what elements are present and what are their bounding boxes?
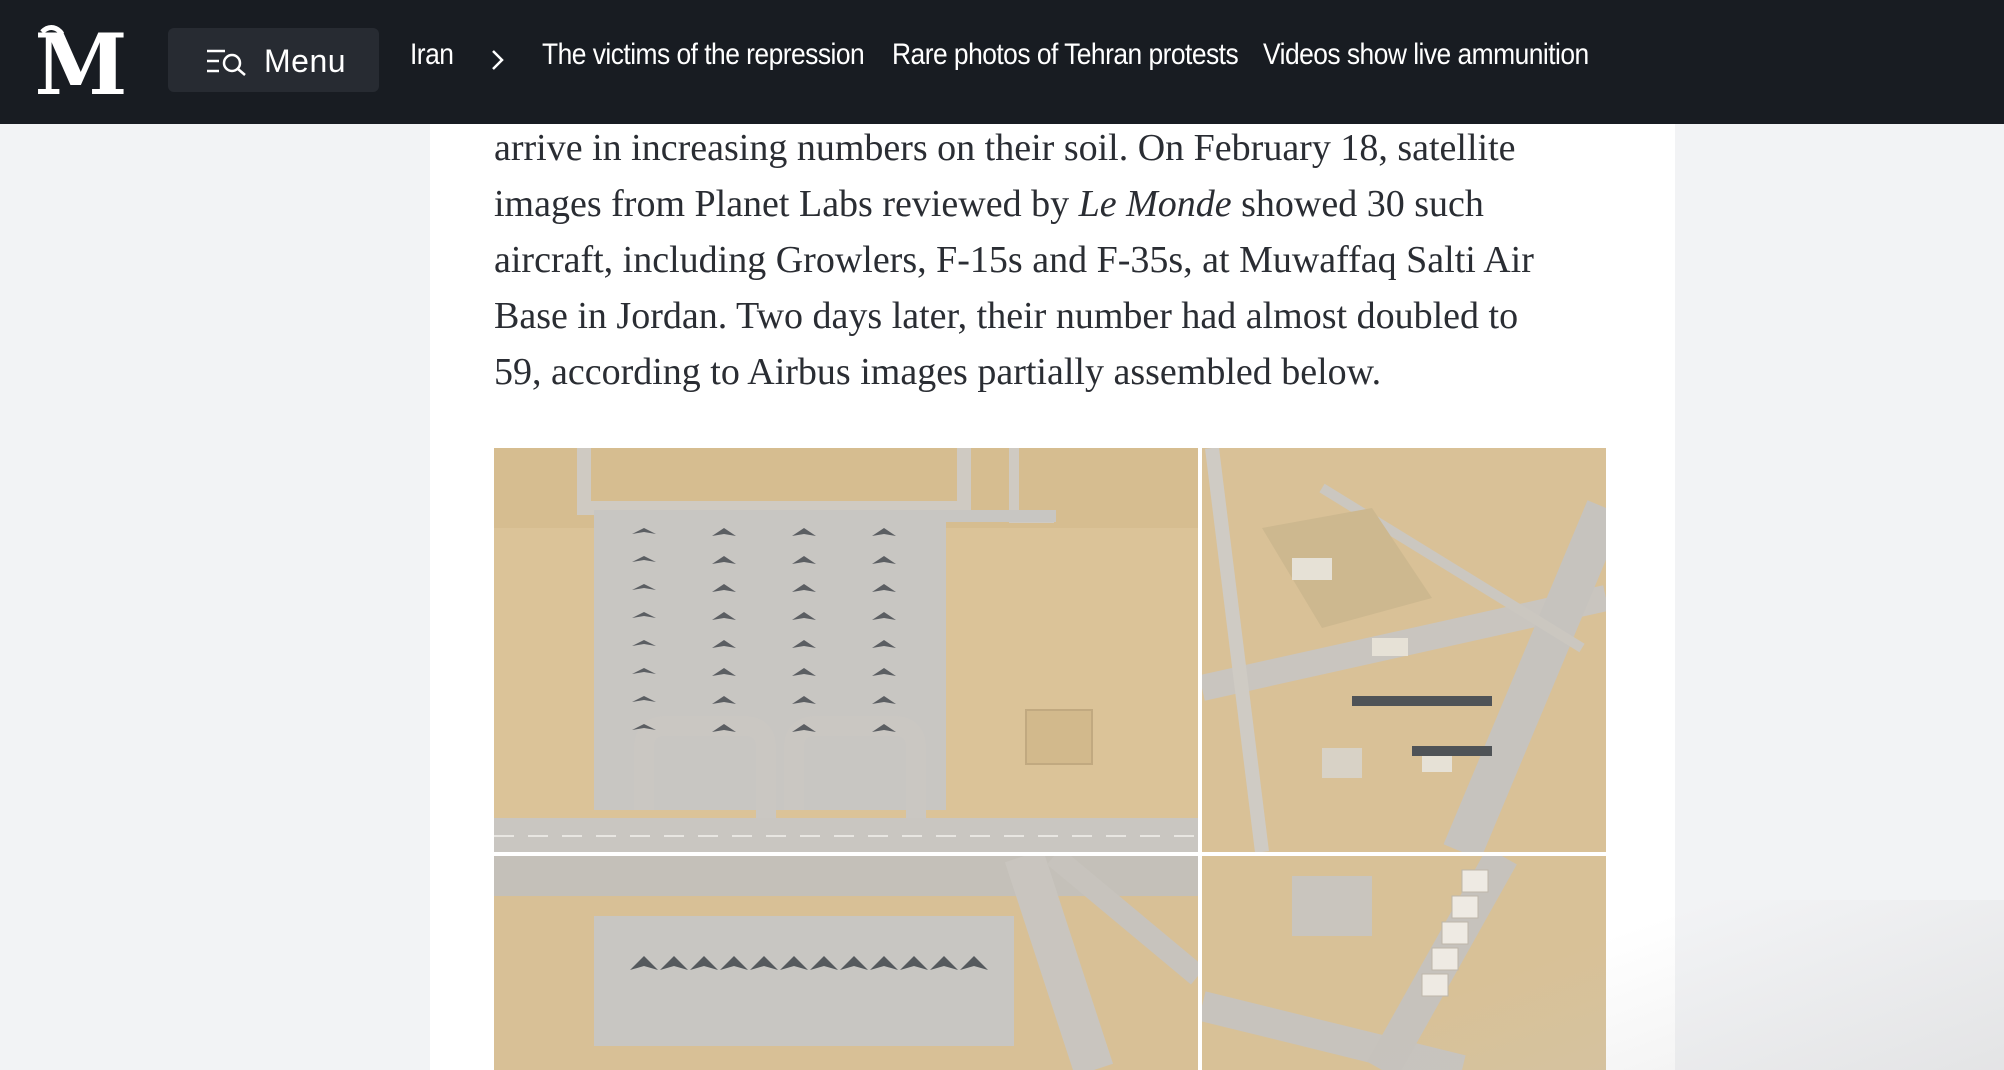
nav-link-victims-of-repression[interactable]: The victims of the repression <box>542 38 865 71</box>
svg-text:M: M <box>36 20 126 104</box>
menu-label: Menu <box>264 43 347 79</box>
paragraph-line: Base in Jordan. Two days later, their number had almost doubled to <box>494 295 1519 337</box>
le-monde-logo-icon <box>36 20 126 104</box>
paragraph-line: aircraft, including Growlers, F-15s and F-35s, at Muwaffaq Salti Air <box>494 239 1534 281</box>
nav-link-iran[interactable]: Iran <box>410 38 454 71</box>
publication-name: Le Monde <box>1078 183 1232 225</box>
nav-link-live-ammunition-videos[interactable]: Videos show live ammunition <box>1263 38 1589 71</box>
satellite-image-taxiways <box>1202 448 1606 852</box>
top-navigation-bar <box>0 0 2004 124</box>
satellite-image-aircraft-row <box>494 856 1198 1070</box>
paragraph-line: 59, according to Airbus images partially assembled below. <box>494 351 1382 393</box>
paragraph-line <box>494 176 1614 232</box>
satellite-image-apron <box>494 448 1198 852</box>
article-paragraph <box>494 120 1614 400</box>
nav-link-tehran-protests-photos[interactable]: Rare photos of Tehran protests <box>892 38 1239 71</box>
paragraph-text: showed 30 such <box>1231 183 1484 225</box>
satellite-image-mosaic[interactable] <box>494 448 1606 1070</box>
chevron-right-icon <box>488 48 508 72</box>
menu-button[interactable] <box>168 28 379 92</box>
paragraph-text: images from Planet Labs reviewed by <box>494 183 1079 225</box>
satellite-image-hangars <box>1202 856 1606 1070</box>
menu-search-icon <box>205 48 249 76</box>
paragraph-line: arrive in increasing numbers on their soil. On February 18, satellite <box>494 127 1516 169</box>
le-monde-logo[interactable] <box>36 20 126 104</box>
